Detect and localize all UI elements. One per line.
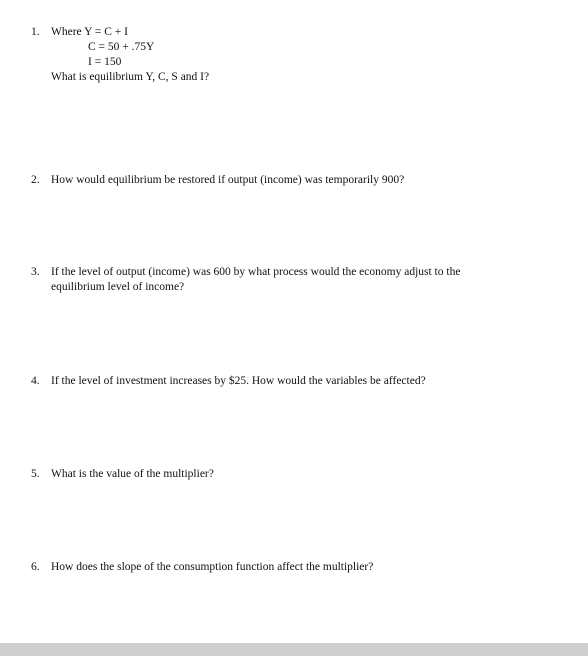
bottom-scroll-area	[0, 643, 588, 656]
question-number: 3.	[31, 266, 40, 278]
question-text: How would equilibrium be restored if output (income) was temporarily 900?	[51, 174, 405, 186]
question-number: 5.	[31, 468, 40, 480]
equation-consumption: C = 50 + .75Y	[88, 41, 155, 53]
question-text: How does the slope of the consumption function affect the multiplier?	[51, 561, 374, 573]
equation-investment: I = 150	[88, 56, 122, 68]
question-number: 6.	[31, 561, 40, 573]
question-number: 1.	[31, 26, 40, 38]
question-number: 4.	[31, 375, 40, 387]
question-1-follow-up: What is equilibrium Y, C, S and I?	[51, 71, 210, 83]
question-number: 2.	[31, 174, 40, 186]
question-text: What is the value of the multiplier?	[51, 468, 214, 480]
question-text: If the level of output (income) was 600 by what process would the economy adjust to the equilibrium level of income?	[51, 266, 461, 293]
question-text: Where Y = C + I	[51, 26, 128, 38]
question-text: If the level of investment increases by $25. How would the variables be affected?	[51, 375, 426, 387]
